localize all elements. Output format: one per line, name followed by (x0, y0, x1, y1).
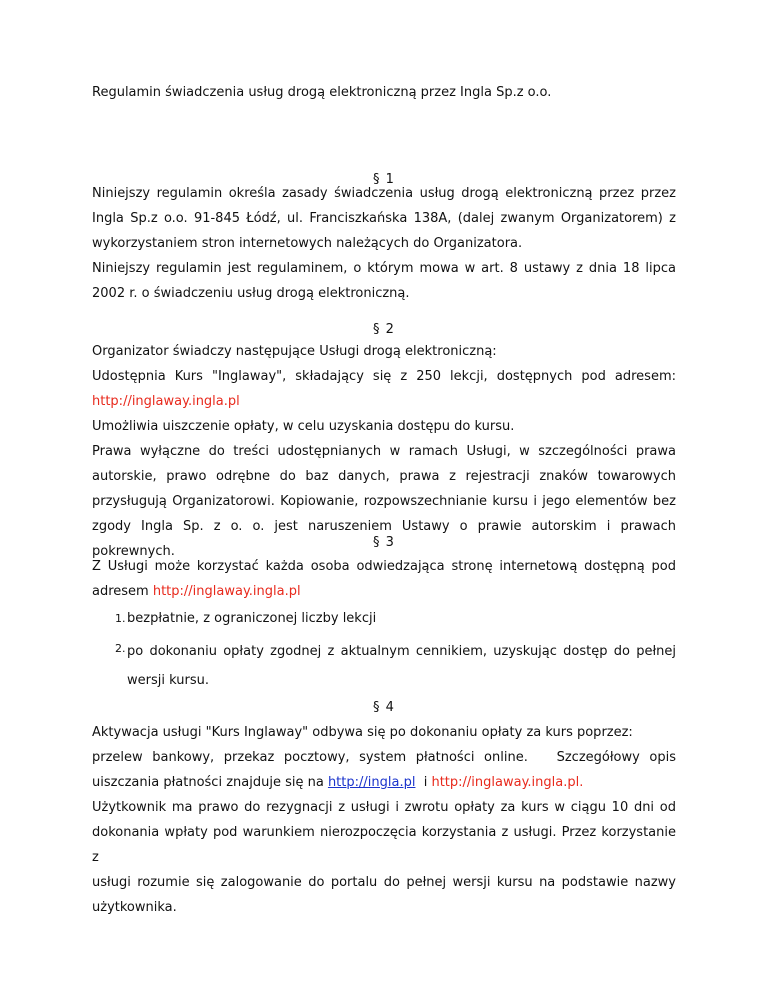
section-1-line: Niniejszy regulamin jest regulaminem, o którym mowa w art. 8 ustawy z dnia 18 lipca (92, 261, 676, 276)
section-2-rights-line: pokrewnych. (92, 544, 175, 559)
list-item (92, 636, 676, 693)
list-item-number: 2. (115, 642, 126, 655)
list-item-number: 1. (115, 612, 126, 625)
section-3-url-link[interactable]: http://inglaway.ingla.pl (152, 584, 301, 599)
section-2-rights-line: Prawa wyłączne do treści udostępnianych w ramach Usługi, w szczególności prawa (92, 444, 676, 459)
section-4-line: użytkownika. (92, 900, 177, 915)
section-2-rights-line: przysługują Organizatorowi. Kopiowanie, rozpowszechnianie kursu i jego elementów bez (92, 494, 676, 509)
section-4-line: usługi rozumie się zalogowanie do portalu do pełnej wersji kursu na podstawie nazwy (92, 875, 676, 890)
list-item (92, 606, 676, 631)
section-2-payment-line: Umożliwia uiszczenie opłaty, w celu uzyskania dostępu do kursu. (92, 419, 515, 434)
list-item-text: bezpłatnie, z ograniczonej liczby lekcji (127, 611, 377, 626)
section-1-heading: § 1 (373, 172, 395, 187)
section-4-payment-prefix: uiszczania płatności znajduje się na (92, 775, 328, 790)
section-1-body (92, 181, 676, 306)
section-2-rights-line: autorskie, prawo odrębne do baz danych, prawa z rejestracji znaków towarowych (92, 469, 676, 484)
section-4-line: Użytkownik ma prawo do rezygnacji z usługi i zwrotu opłaty za kurs w ciągu 10 dni od (92, 800, 676, 815)
inglaway-link[interactable]: http://inglaway.ingla.pl. (431, 775, 584, 790)
section-3-list (92, 606, 676, 693)
section-4-heading: § 4 (373, 700, 395, 715)
section-1-line: wykorzystaniem stron internetowych należących do Organizatora. (92, 236, 523, 251)
section-2-rights-line: zgody Ingla Sp. z o. o. jest naruszeniem Ustawy o prawie autorskim i prawach (92, 519, 676, 534)
section-4-link-separator: i (415, 775, 432, 790)
section-2-intro: Organizator świadczy następujące Usługi drogą elektroniczną: (92, 344, 497, 359)
section-3-address-prefix: adresem (92, 584, 153, 599)
section-2-heading: § 2 (373, 322, 395, 337)
list-item-text-continued: wersji kursu. (127, 673, 209, 688)
section-2-course-line: Udostępnia Kurs "Inglaway", składający się z 250 lekcji, dostępnych pod adresem: (92, 369, 676, 384)
section-3-body (92, 554, 676, 693)
section-4-line: dokonania wpłaty pod warunkiem nierozpoczęcia korzystania z usługi. Przez korzystanie z (92, 825, 676, 865)
document-title: Regulamin świadczenia usług drogą elektroniczną przez Ingla Sp.z o.o. (92, 85, 552, 100)
section-4-body (92, 720, 676, 920)
section-1-line: Ingla Sp.z o.o. 91-845 Łódź, ul. Franciszkańska 138A, (dalej zwanym Organizatorem) z (92, 211, 676, 226)
section-3-line: Z Usługi może korzystać każda osoba odwiedzająca stronę internetową dostępną pod (92, 559, 676, 574)
course-url-link[interactable]: http://inglaway.ingla.pl (92, 394, 240, 409)
section-4-payment-info-line (92, 770, 676, 795)
section-2-body (92, 339, 676, 564)
section-3-address-line (92, 579, 676, 604)
section-4-line: Aktywacja usługi "Kurs Inglaway" odbywa się po dokonaniu opłaty za kurs poprzez: (92, 725, 633, 740)
ingla-link[interactable]: http://ingla.pl (327, 775, 416, 790)
section-4-line: przelew bankowy, przekaz pocztowy, system płatności online. Szczegółowy opis (92, 750, 676, 765)
section-3-heading: § 3 (373, 535, 395, 550)
section-1-line: Niniejszy regulamin określa zasady świadczenia usług drogą elektroniczną przez przez (92, 186, 676, 201)
list-item-text: po dokonaniu opłaty zgodnej z aktualnym cennikiem, uzyskując dostęp do pełnej (127, 644, 676, 659)
section-1-line: 2002 r. o świadczeniu usług drogą elektroniczną. (92, 286, 410, 301)
